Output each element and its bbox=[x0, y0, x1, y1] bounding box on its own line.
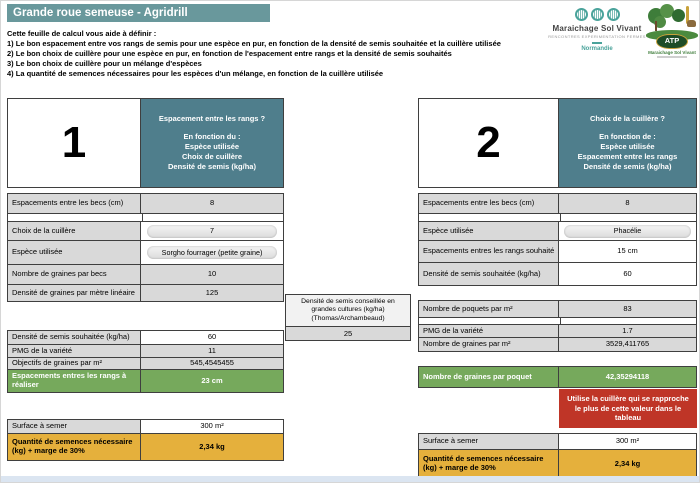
row-label: PMG de la variété bbox=[8, 345, 141, 357]
quantity-row bbox=[419, 450, 696, 478]
table-row bbox=[8, 265, 283, 285]
section2-header-block bbox=[418, 98, 697, 188]
section2-computed-table bbox=[418, 300, 697, 352]
row-value: 125 bbox=[141, 285, 283, 301]
row-value: 8 bbox=[141, 194, 283, 213]
table-row bbox=[419, 222, 696, 241]
row-label: Espacements entre les becs (cm) bbox=[419, 194, 559, 213]
row-label: Densité de graines par mètre linéaire bbox=[8, 285, 141, 301]
table-row bbox=[419, 263, 696, 285]
intro-item-3: 3) Le bon choix de cuillère pour un mélange d'espèces bbox=[7, 59, 202, 68]
msv-knots-icon bbox=[544, 8, 650, 21]
row-value: 11 bbox=[141, 345, 283, 357]
densite-semis-input[interactable]: 60 bbox=[141, 331, 283, 344]
row-label: Densité de semis souhaitée (kg/ha) bbox=[419, 263, 559, 285]
section1-header-sub: En fonction du : bbox=[183, 132, 241, 141]
surface-input[interactable]: 300 m² bbox=[141, 420, 283, 433]
table-row bbox=[8, 194, 283, 214]
spacer-row bbox=[419, 214, 696, 222]
intro-item-4: 4) La quantité de semences nécessaires pour les espèces d'un mélange, en fonction de la cuillère utilisée bbox=[7, 69, 384, 78]
table-row bbox=[419, 434, 696, 450]
intro-lead: Cette feuille de calcul vous aide à définir : bbox=[7, 29, 157, 38]
atp-badge: ATP bbox=[656, 34, 688, 49]
row-label: Nombre de poquets par m² bbox=[419, 301, 559, 317]
row-value: 545,4545455 bbox=[141, 358, 283, 369]
row-value: 1.7 bbox=[559, 325, 696, 337]
row-label: Objectifs de graines par m² bbox=[8, 358, 141, 369]
row-label: Espèce utilisée bbox=[419, 222, 559, 240]
section2-header bbox=[559, 99, 696, 187]
row-label: Surface à semer bbox=[419, 434, 559, 449]
result-label: Nombre de graines par poquet bbox=[419, 367, 559, 387]
window-bottom-edge bbox=[1, 476, 700, 482]
row-value bbox=[141, 222, 283, 240]
rangs-input[interactable]: 15 cm bbox=[559, 241, 696, 262]
section2-header-sub: En fonction de : bbox=[599, 132, 656, 141]
section1-header-block bbox=[7, 98, 284, 188]
table-row bbox=[8, 420, 283, 434]
reference-note-value: 25 bbox=[286, 327, 410, 340]
table-row bbox=[419, 325, 696, 338]
row-label: Densité de semis souhaitée (kg/ha) bbox=[8, 331, 141, 344]
result-label: Espacements entres les rangs à réaliser bbox=[8, 370, 141, 392]
quantity-value: 2,34 kg bbox=[141, 434, 283, 460]
table-row bbox=[8, 285, 283, 301]
section1-header-title: Espacement entre les rangs ? bbox=[158, 114, 266, 123]
table-row bbox=[8, 345, 283, 358]
table-row bbox=[419, 241, 696, 263]
atp-subcaption-line bbox=[657, 56, 687, 58]
table-row bbox=[8, 358, 283, 370]
row-label: Espèce utilisée bbox=[8, 241, 141, 264]
section2-header-line: Espacement entre les rangs bbox=[577, 152, 678, 161]
section1-number: 1 bbox=[8, 99, 141, 187]
table-row bbox=[8, 241, 283, 265]
msv-logo bbox=[544, 8, 650, 52]
result-row bbox=[419, 367, 696, 387]
row-value bbox=[141, 241, 283, 264]
msv-dash bbox=[592, 42, 602, 44]
section2-number: 2 bbox=[419, 99, 559, 187]
spacer-row bbox=[8, 214, 283, 222]
section2-header-title: Choix de la cuillère ? bbox=[589, 114, 665, 123]
cuillere-dropdown[interactable]: 7 bbox=[147, 225, 278, 238]
section1-quantity-table bbox=[7, 419, 284, 461]
msv-logo-region: Normandie bbox=[581, 46, 613, 52]
atp-logo bbox=[646, 4, 698, 58]
row-label: Nombre de graines par m² bbox=[419, 338, 559, 351]
atp-caption: Maraichage Sol Vivant bbox=[648, 50, 696, 55]
densite-semis-input[interactable]: 60 bbox=[559, 263, 696, 285]
quantity-value: 2,34 kg bbox=[559, 450, 696, 478]
row-value: 8 bbox=[559, 194, 696, 213]
result-value: 42,35294118 bbox=[559, 367, 696, 387]
intro-text bbox=[7, 29, 547, 79]
row-value bbox=[559, 222, 696, 240]
table-row bbox=[8, 331, 283, 345]
result-value: 23 cm bbox=[141, 370, 283, 392]
section2-quantity-table bbox=[418, 433, 697, 479]
espece-dropdown[interactable]: Sorgho fourrager (petite graine) bbox=[147, 246, 278, 259]
section1-inputs-table bbox=[7, 193, 284, 302]
msv-logo-name: Maraichage Sol Vivant bbox=[552, 24, 642, 33]
cuillere-advice-alert: Utilise la cuillère qui se rapproche le plus de cette valeur dans le tableau bbox=[559, 389, 697, 428]
surface-input[interactable]: 300 m² bbox=[559, 434, 696, 449]
section2-header-line: Densité de semis (kg/ha) bbox=[583, 162, 672, 171]
row-value: 3529,411765 bbox=[559, 338, 696, 351]
espece-dropdown[interactable]: Phacélie bbox=[564, 225, 690, 238]
intro-item-2: 2) Le bon choix de cuillère pour une espèce en pur, en fonction de l'espacement entre rangs et la densité de semis souhaités bbox=[7, 49, 452, 58]
row-value: 10 bbox=[141, 265, 283, 284]
spacer-row bbox=[419, 318, 696, 325]
section1-header bbox=[141, 99, 283, 187]
quantity-label: Quantité de semences nécessaire (kg) + marge de 30% bbox=[419, 450, 559, 478]
quantity-label: Quantité de semences nécessaire (kg) + marge de 30% bbox=[8, 434, 141, 460]
table-row bbox=[419, 301, 696, 318]
result-row bbox=[8, 370, 283, 392]
section2-result-table bbox=[418, 366, 697, 388]
reference-note-text: Densité de semis conseillée en grandes cultures (kg/ha) (Thomas/Archambeaud) bbox=[286, 295, 410, 327]
table-row bbox=[419, 194, 696, 214]
row-label: Nombre de graines par becs bbox=[8, 265, 141, 284]
row-value: 83 bbox=[559, 301, 696, 317]
reference-note bbox=[285, 294, 411, 341]
section1-header-line: Densité de semis (kg/ha) bbox=[168, 162, 256, 171]
row-label: Espacements entre les becs (cm) bbox=[8, 194, 141, 213]
row-label: Espacements entres les rangs souhaité bbox=[419, 241, 559, 262]
intro-item-1: 1) Le bon espacement entre vos rangs de semis pour une espèce en pur, en fonction de la densité de semis souhaitée et la cuillère utilisée bbox=[7, 39, 501, 48]
row-label: Choix de la cuillère bbox=[8, 222, 141, 240]
row-label: PMG de la variété bbox=[419, 325, 559, 337]
section1-header-line: Espèce utilisée bbox=[184, 142, 240, 151]
section1-header-line: Choix de cuillère bbox=[181, 152, 243, 161]
quantity-row bbox=[8, 434, 283, 460]
table-row bbox=[8, 222, 283, 241]
page-title: Grande roue semeuse - Agridrill bbox=[7, 4, 270, 22]
table-row bbox=[419, 338, 696, 351]
msv-logo-tagline: RENCONTRES EXPERIMENTATION FERMES bbox=[548, 34, 646, 39]
section2-header-line: Espèce utilisée bbox=[600, 142, 655, 151]
section1-results-table bbox=[7, 330, 284, 393]
section2-inputs-table bbox=[418, 193, 697, 286]
row-label: Surface à semer bbox=[8, 420, 141, 433]
